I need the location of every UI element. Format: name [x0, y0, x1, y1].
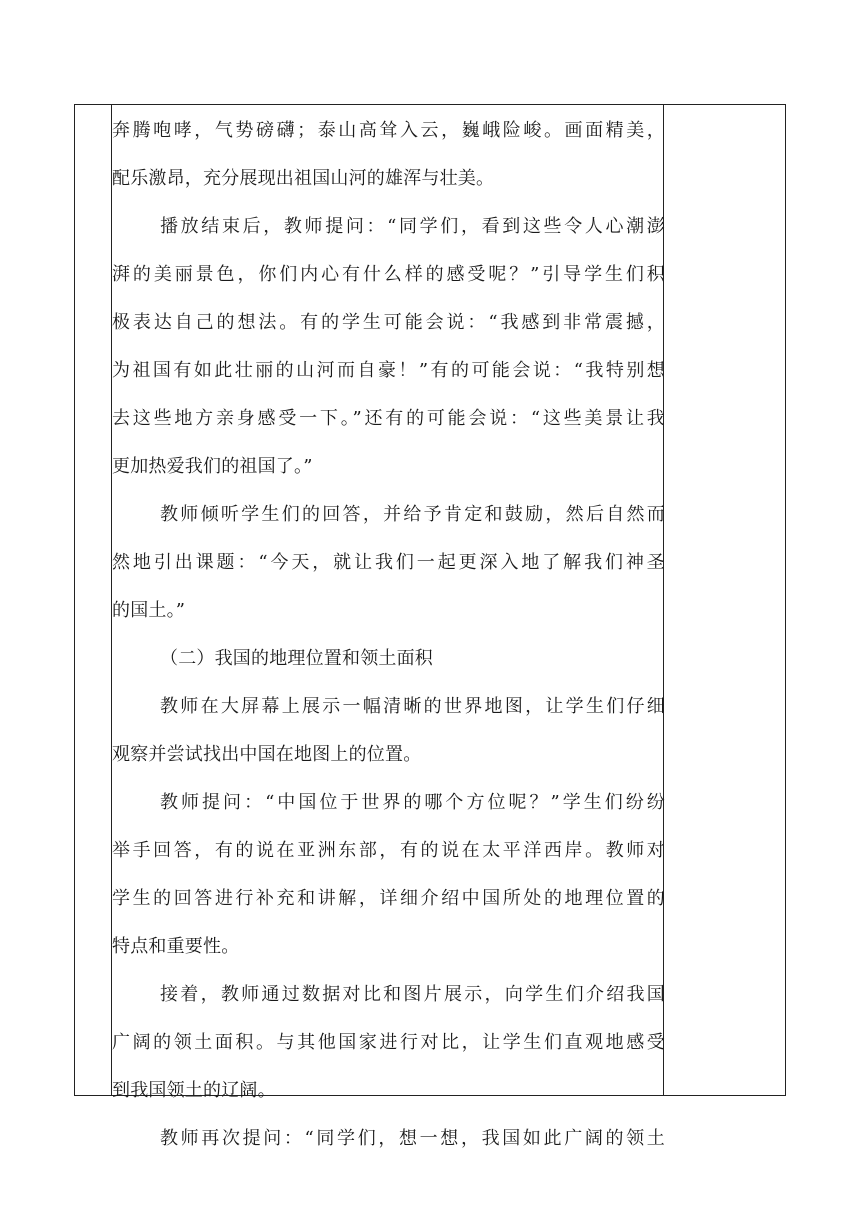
- text-line: 特点和重要性。: [112, 936, 240, 957]
- left-column-cell: [75, 105, 112, 1095]
- text-line: 然地引出课题：“今天，就让我们一起更深入地了解我们神圣: [112, 552, 665, 573]
- text-line: 教师提问：“中国位于世界的哪个方位呢？”学生们纷纷: [160, 792, 665, 813]
- text-line: 举手回答，有的说在亚洲东部，有的说在太平洋西岸。教师对: [112, 840, 665, 861]
- main-content-cell: [112, 105, 665, 1149]
- right-column-cell: [663, 105, 785, 1095]
- text-line: 去这些地方亲身感受一下。”还有的可能会说：“这些美景让我: [112, 408, 665, 429]
- text-line: 广阔的领土面积。与其他国家进行对比，让学生们直观地感受: [112, 1032, 665, 1053]
- section-heading: （二）我国的地理位置和领土面积: [160, 648, 433, 669]
- text-line: 教师倾听学生们的回答，并给予肯定和鼓励，然后自然而: [160, 504, 665, 525]
- text-line: 更加热爱我们的祖国了。”: [112, 456, 313, 477]
- text-line: 接着，教师通过数据对比和图片展示，向学生们介绍我国: [160, 984, 665, 1005]
- text-line: 为祖国有如此壮丽的山河而自豪！”有的可能会说：“我特别想: [112, 360, 665, 381]
- text-line: 的国土。”: [112, 600, 186, 621]
- text-line: 到我国领土的辽阔。: [112, 1080, 276, 1101]
- text-line: 奔腾咆哮，气势磅礴；泰山高耸入云，巍峨险峻。画面精美，: [112, 120, 665, 141]
- text-line: 湃的美丽景色，你们内心有什么样的感受呢？”引导学生们积: [112, 264, 665, 285]
- text-line: 极表达自己的想法。有的学生可能会说：“我感到非常震撼，: [112, 312, 665, 333]
- text-line: 教师再次提问：“同学们，想一想，我国如此广阔的领土: [160, 1128, 665, 1149]
- text-line: 播放结束后，教师提问：“同学们，看到这些令人心潮澎: [160, 216, 665, 237]
- lesson-plan-table: [74, 104, 786, 1149]
- text-line: 观察并尝试找出中国在地图上的位置。: [112, 744, 422, 765]
- text-line: 学生的回答进行补充和讲解，详细介绍中国所处的地理位置的: [112, 888, 665, 909]
- text-line: 教师在大屏幕上展示一幅清晰的世界地图，让学生们仔细: [160, 696, 665, 717]
- text-line: 配乐激昂，充分展现出祖国山河的雄浑与壮美。: [112, 168, 495, 189]
